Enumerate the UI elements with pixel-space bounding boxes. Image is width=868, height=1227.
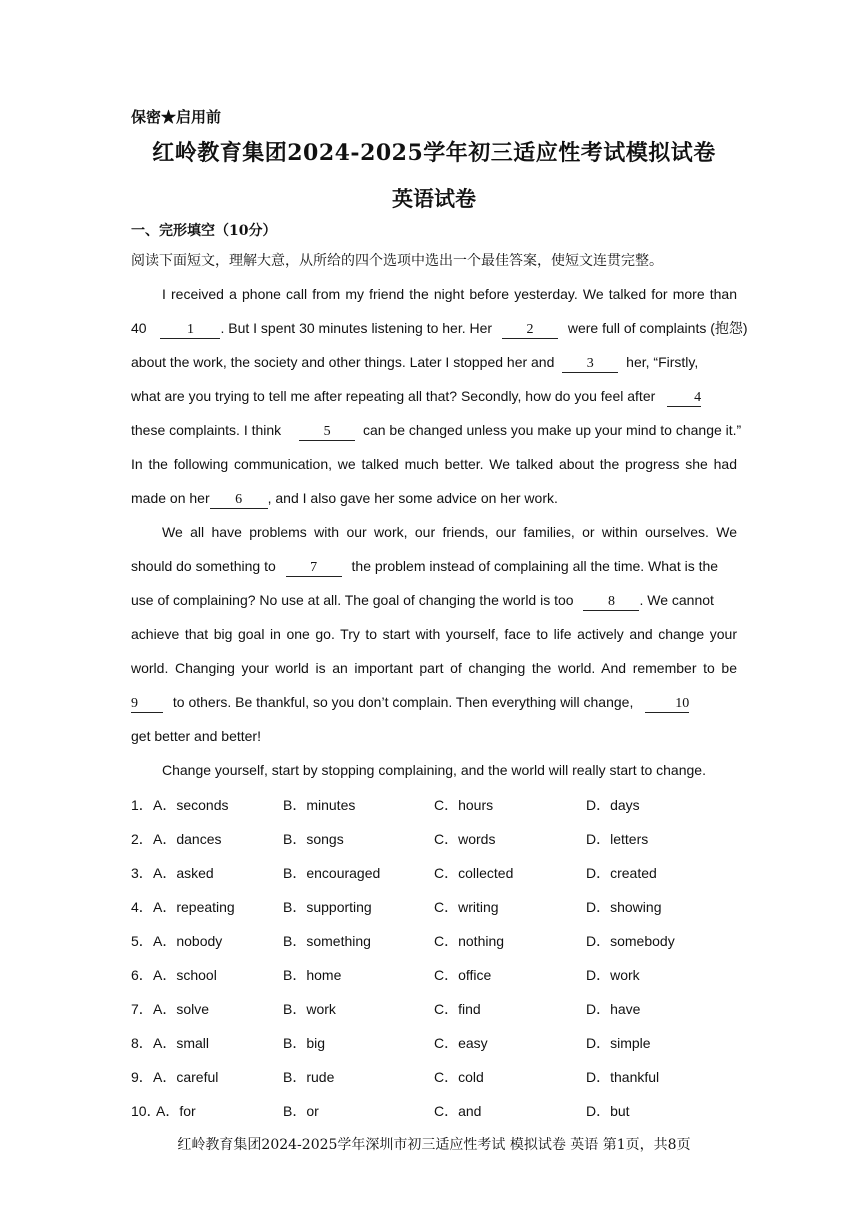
option-c: C．hours [434,797,494,813]
option-b: B．supporting [283,899,372,915]
passage-text: We all have problems with our work, our friends, our families, or within ourselves. We [162,524,737,540]
option-b: B．encouraged [283,865,381,881]
option-c: C．nothing [434,933,505,949]
passage-line [131,726,737,746]
option-c: C．find [434,1001,481,1017]
passage-line [131,454,737,474]
option-c: C．cold [434,1069,484,1085]
passage-text: the problem instead of complaining all the time. What is the [351,558,719,574]
page-footer: 红岭教育集团2024-2025学年深圳市初三适应性考试 模拟试卷 英语 第1页，共8页 [177,1137,691,1153]
passage-line [131,590,737,611]
option-c: C．office [434,967,492,983]
option-c: C．collected [434,865,514,881]
blank-9: 9 [131,696,163,713]
passage-text: what are you trying to tell me after repeating all that? Secondly, how do you feel after [131,388,656,404]
passage-line [131,624,737,644]
option-row [131,1067,771,1087]
option-a: A．dances [153,831,222,847]
passage-text: world. Changing your world is an important part of changing the world. And remember to be [131,660,737,676]
section-instruction: 阅读下面短文，理解大意，从所给的四个选项中选出一个最佳答案，使短文连贯完整。 [131,253,663,269]
option-c: C．easy [434,1035,488,1051]
option-b: B．big [283,1035,326,1051]
blank-8: 8 [583,594,639,611]
question-number: 2． [131,831,153,847]
passage-text: . We cannot [639,592,714,608]
passage-text: use of complaining? No use at all. The goal of changing the world is too [131,592,574,608]
option-row [131,931,771,951]
option-row [131,897,771,917]
option-a: A．school [153,967,217,983]
passage-text: were full of complaints (抱怨) [567,320,748,336]
passage-line [131,692,737,713]
option-b: B．work [283,1001,336,1017]
question-number: 8． [131,1035,153,1051]
blank-5: 5 [299,424,355,441]
question-number: 4． [131,899,153,915]
option-row [131,1033,771,1053]
section-heading: 一、完形填空（10分） [131,223,277,239]
passage-line [131,420,742,441]
option-d: D．thankful [586,1069,660,1085]
option-a: A．asked [153,865,214,881]
passage-text: her, “Firstly, [626,354,699,370]
passage-text: can be changed unless you make up your mind to change it.” [362,422,742,438]
passage-line [131,386,737,407]
option-a: A．solve [153,1001,210,1017]
passage-line [162,284,737,304]
option-b: B．or [283,1103,319,1119]
option-d: D．letters [586,831,649,847]
option-b: B．something [283,933,371,949]
passage-line [162,522,737,542]
blank-2: 2 [502,322,558,339]
blank-6: 6 [210,492,268,509]
option-b: B．songs [283,831,344,847]
option-d: D．created [586,865,657,881]
option-a: A．small [153,1035,210,1051]
question-number: 1． [131,797,153,813]
option-a: A．repeating [153,899,235,915]
passage-text: , and I also gave her some advice on her work. [267,490,558,506]
option-row [131,863,771,883]
passage-line [131,318,748,339]
blank-10: 10 [645,696,689,713]
option-c: C．writing [434,899,499,915]
blank-3: 3 [562,356,618,373]
exam-title: 红岭教育集团2024-2025学年初三适应性考试模拟试卷 [152,140,716,166]
question-number: 5． [131,933,153,949]
option-b: B．minutes [283,797,356,813]
blank-4: 4 [667,390,701,407]
option-b: B．rude [283,1069,335,1085]
passage-text: In the following communication, we talked much better. We talked about the progress she had [131,456,737,472]
option-c: C．and [434,1103,482,1119]
option-a: A．for [156,1103,196,1119]
question-number: 3． [131,865,153,881]
option-d: D．showing [586,899,662,915]
exam-subtitle: 英语试卷 [392,186,476,211]
passage-line [131,488,737,509]
passage-text: about the work, the society and other things. Later I stopped her and [131,354,555,370]
option-row [131,965,771,985]
passage-text: I received a phone call from my friend the night before yesterday. We talked for more than [162,286,737,302]
option-row [131,1101,771,1121]
passage-line [131,556,737,577]
option-d: D．simple [586,1035,651,1051]
option-c: C．words [434,831,496,847]
confidential-label: 保密★启用前 [131,108,222,126]
passage-text: should do something to [131,558,276,574]
option-d: D．work [586,967,640,983]
question-number: 9． [131,1069,153,1085]
passage-line [131,658,737,678]
passage-text: to others. Be thankful, so you don’t complain. Then everything will change, [172,694,634,710]
passage-line [162,760,737,780]
option-b: B．home [283,967,342,983]
option-row [131,795,771,815]
option-d: D．somebody [586,933,675,949]
passage-text: made on her [131,490,210,506]
question-number: 7． [131,1001,153,1017]
option-a: A．seconds [153,797,229,813]
passage-text: 40 [131,320,147,336]
question-number: 6． [131,967,153,983]
passage-text: these complaints. I think [131,422,282,438]
option-d: D．days [586,797,640,813]
option-row [131,999,771,1019]
question-number: 10． [131,1103,161,1119]
passage-text: get better and better! [131,728,261,744]
option-a: A．careful [153,1069,219,1085]
passage-text: . But I spent 30 minutes listening to her. Her [220,320,493,336]
passage-text: achieve that big goal in one go. Try to start with yourself, face to life actively and change your [131,626,737,642]
option-d: D．have [586,1001,641,1017]
passage-text: Change yourself, start by stopping complaining, and the world will really start to change. [162,762,706,778]
blank-1: 1 [160,322,220,339]
option-a: A．nobody [153,933,223,949]
passage-line [131,352,737,373]
option-d: D．but [586,1103,630,1119]
blank-7: 7 [286,560,342,577]
option-row [131,829,771,849]
